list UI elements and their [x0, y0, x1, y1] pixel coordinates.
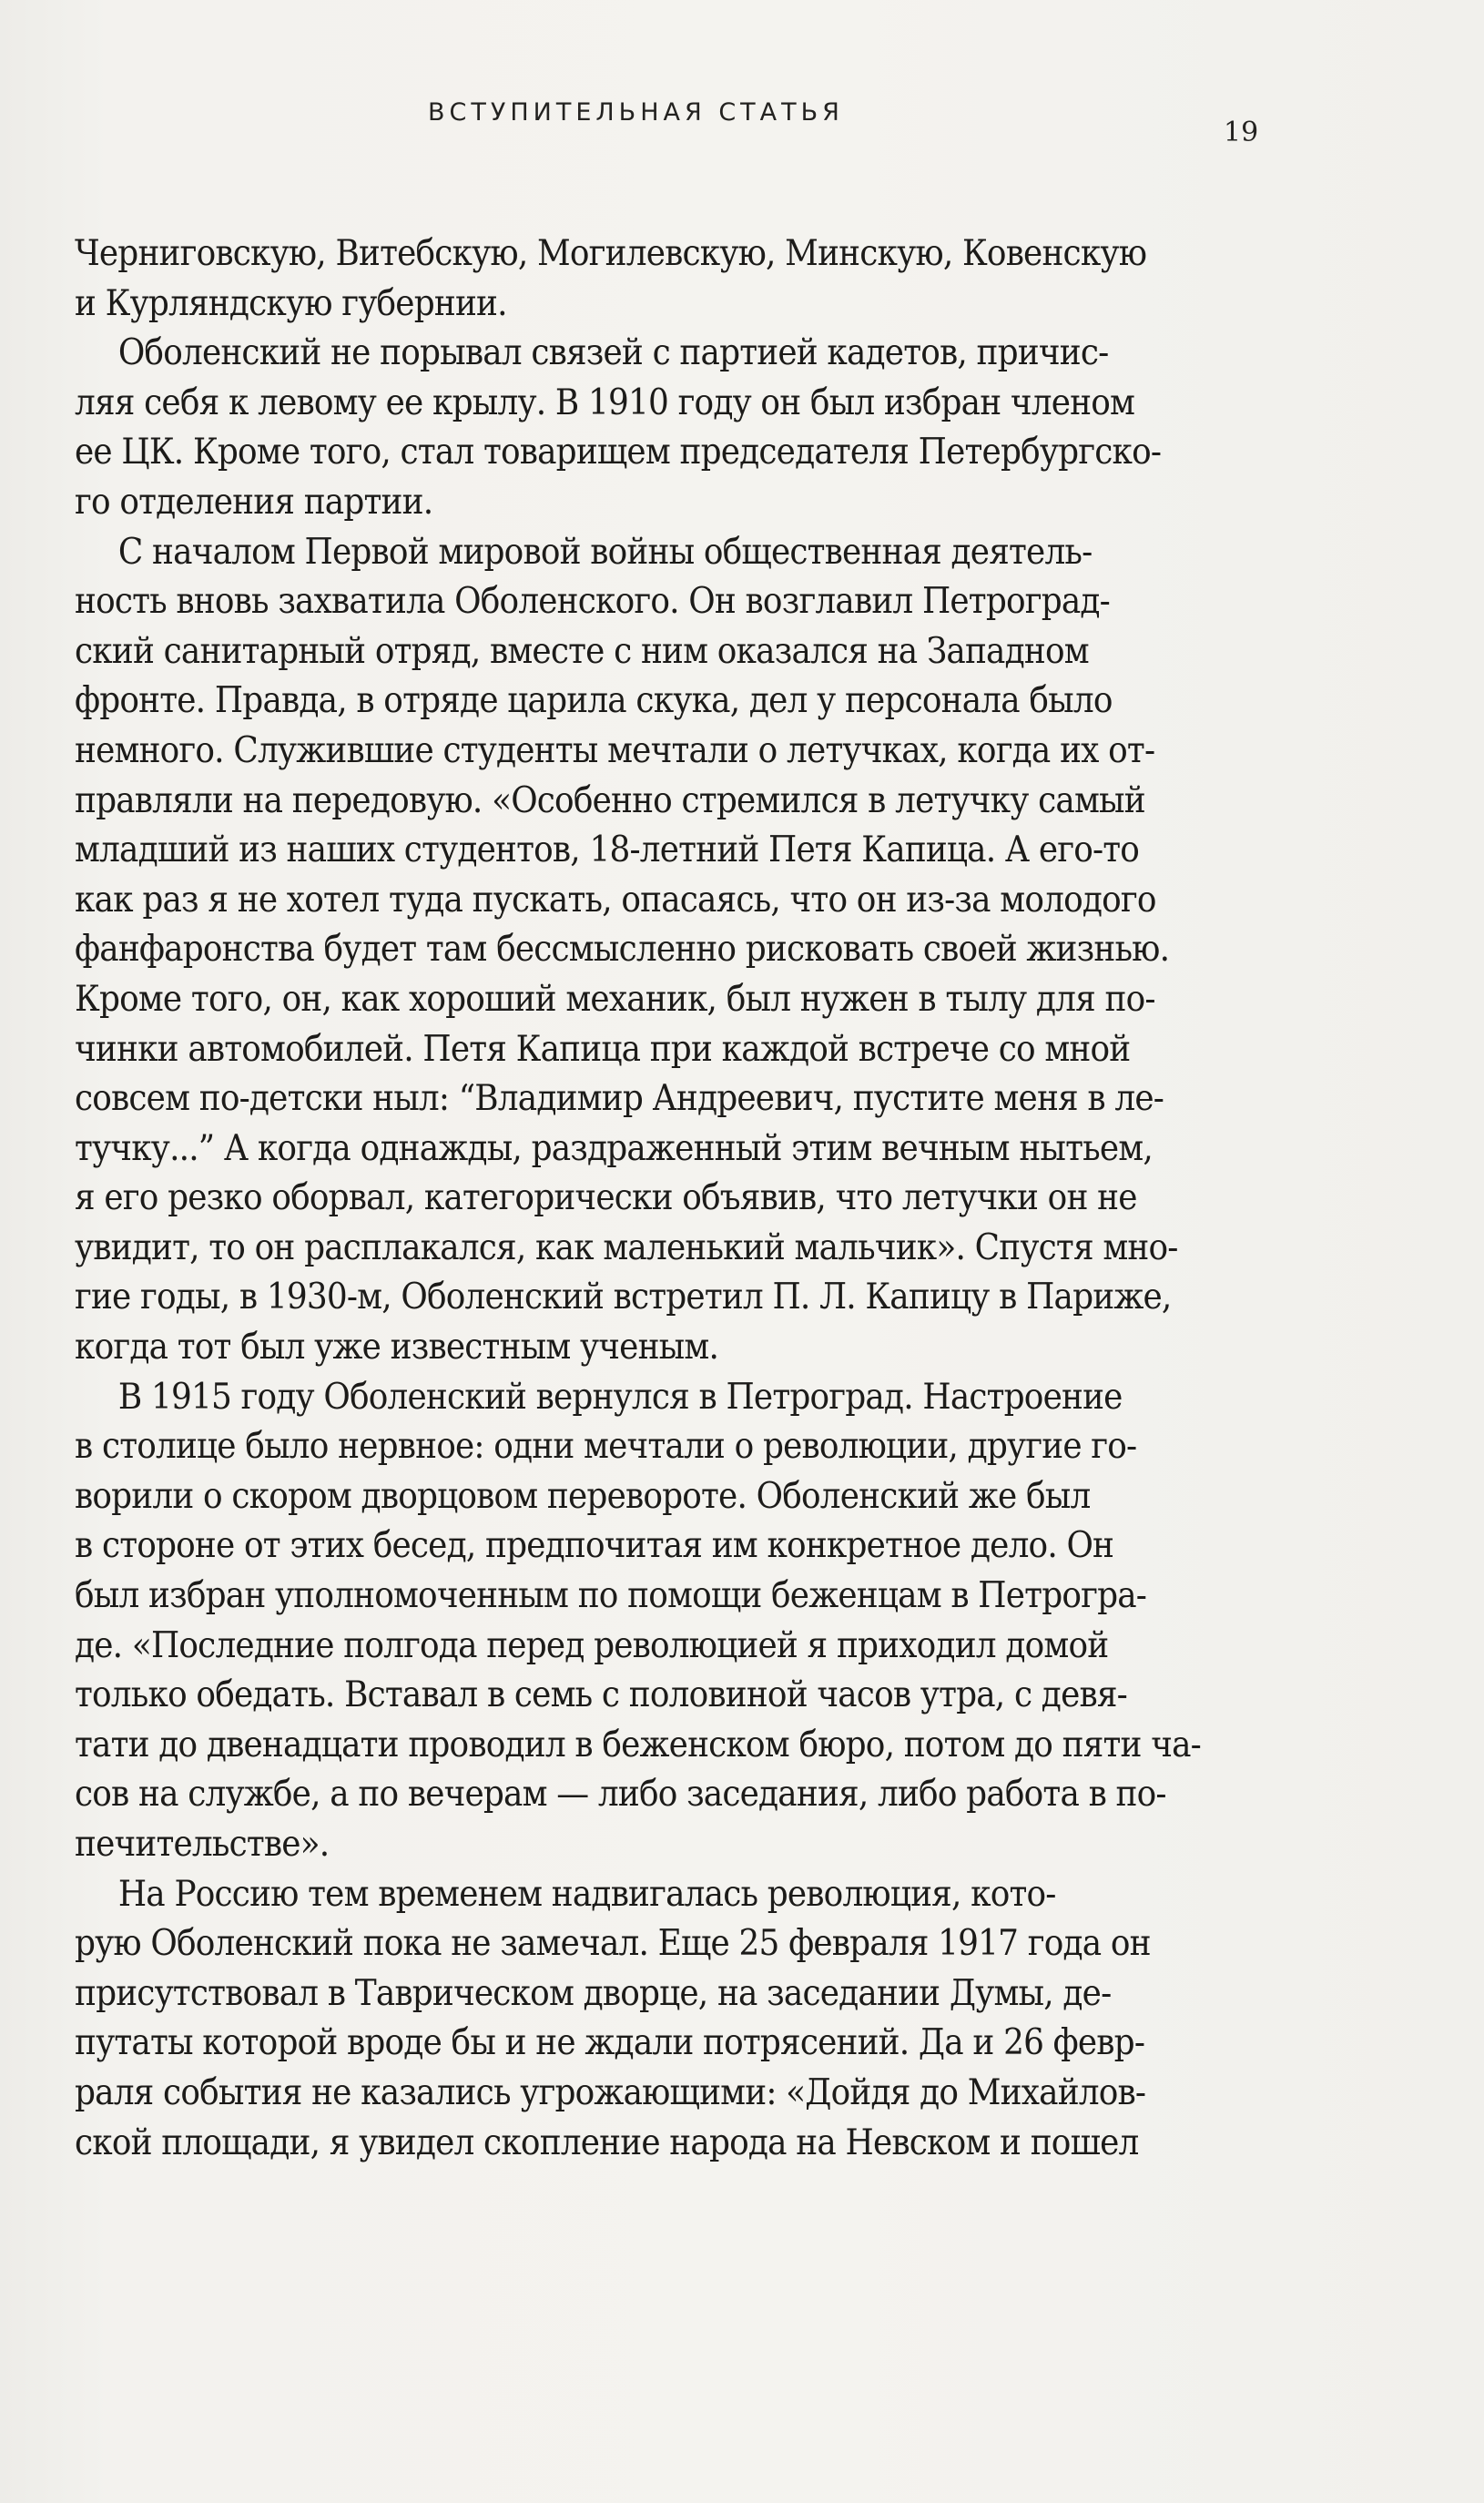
text-line: фанфаронства будет там бессмысленно рисковать своей жизнью.: [75, 929, 1170, 971]
text-line: тучку...” А когда однажды, раздраженный этим вечным нытьем,: [75, 1127, 1153, 1169]
text-line: сов на службе, а по вечерам — либо заседания, либо работа в по-: [75, 1774, 1166, 1816]
text-line: ность вновь захватила Оболенского. Он возглавил Петроград-: [75, 581, 1110, 623]
text-line: На Россию тем временем надвигалась революция, кото-: [117, 1873, 1056, 1915]
text-line: когда тот был уже известным ученым.: [75, 1327, 719, 1369]
running-head: ВСТУПИТЕЛЬНАЯ СТАТЬЯ: [428, 98, 844, 127]
text-line: рую Оболенский пока не замечал. Еще 25 февраля 1917 года он: [75, 1923, 1151, 1965]
text-line: С началом Первой мировой войны общественная деятель-: [117, 531, 1093, 573]
text-line: младший из наших студентов, 18-летний Петя Капица. А его-то: [75, 829, 1140, 871]
text-line: ворили о скором дворцовом перевороте. Оболенский же был: [75, 1475, 1091, 1517]
text-line: в стороне от этих бесед, предпочитая им конкретное дело. Он: [75, 1525, 1114, 1567]
text-line: путаты которой вроде бы и не ждали потрясений. Да и 26 февр-: [75, 2022, 1145, 2064]
text-line: де. «Последние полгода перед революцией я приходил домой: [75, 1624, 1109, 1666]
text-line: Оболенский не порывал связей с партией кадетов, причис-: [117, 332, 1109, 374]
text-line: печительстве».: [75, 1824, 330, 1865]
body-text: [75, 229, 1313, 2168]
text-line: немного. Служившие студенты мечтали о летучках, когда их от-: [75, 729, 1155, 771]
text-line: как раз я не хотел туда пускать, опасаясь, что он из-за молодого: [75, 879, 1156, 921]
text-line: ее ЦК. Кроме того, стал товарищем председателя Петербургско-: [75, 432, 1162, 473]
text-line: го отделения партии.: [75, 481, 433, 523]
text-line: чинки автомобилей. Петя Капица при каждой встрече со мной: [75, 1028, 1131, 1070]
text-line: гие годы, в 1930-м, Оболенский встретил П. Л. Капицу в Париже,: [75, 1277, 1172, 1318]
text-line: увидит, то он расплакался, как маленький мальчик». Спустя мно-: [75, 1226, 1178, 1268]
text-line: ской площади, я увидел скопление народа на Невском и пошел: [75, 2121, 1139, 2163]
text-line: совсем по-детски ныл: “Владимир Андреевич, пустите меня в ле-: [75, 1078, 1164, 1120]
page-number: 19: [1224, 117, 1259, 148]
text-line: Черниговскую, Витебскую, Могилевскую, Минскую, Ковенскую: [75, 233, 1147, 274]
text-line: в столице было нервное: одни мечтали о революции, другие го-: [75, 1426, 1137, 1468]
text-line: тати до двенадцати проводил в беженском бюро, потом до пяти ча-: [75, 1724, 1201, 1765]
text-line: был избран уполномоченным по помощи беженцам в Петрогра-: [75, 1575, 1147, 1617]
text-line: правляли на передовую. «Особенно стремился в летучку самый: [75, 779, 1145, 821]
text-line: и Курляндскую губернии.: [75, 282, 507, 324]
text-line: только обедать. Вставал в семь с половиной часов утра, с девя-: [75, 1674, 1127, 1716]
text-line: ский санитарный отряд, вместе с ним оказался на Западном: [75, 630, 1089, 672]
text-line: Кроме того, он, как хороший механик, был нужен в тылу для по-: [75, 978, 1155, 1020]
text-line: присутствовал в Таврическом дворце, на заседании Думы, де-: [75, 1972, 1112, 2014]
text-line: ляя себя к левому ее крылу. В 1910 году он был избран членом: [75, 382, 1135, 423]
text-line: фронте. Правда, в отряде царила скука, дел у персонала было: [75, 680, 1113, 722]
text-line: В 1915 году Оболенский вернулся в Петроград. Настроение: [117, 1376, 1123, 1418]
text-line: раля события не казались угрожающими: «Дойдя до Михайлов-: [75, 2071, 1146, 2113]
text-line: я его резко оборвал, категорически объявив, что летучки он не: [75, 1177, 1137, 1219]
